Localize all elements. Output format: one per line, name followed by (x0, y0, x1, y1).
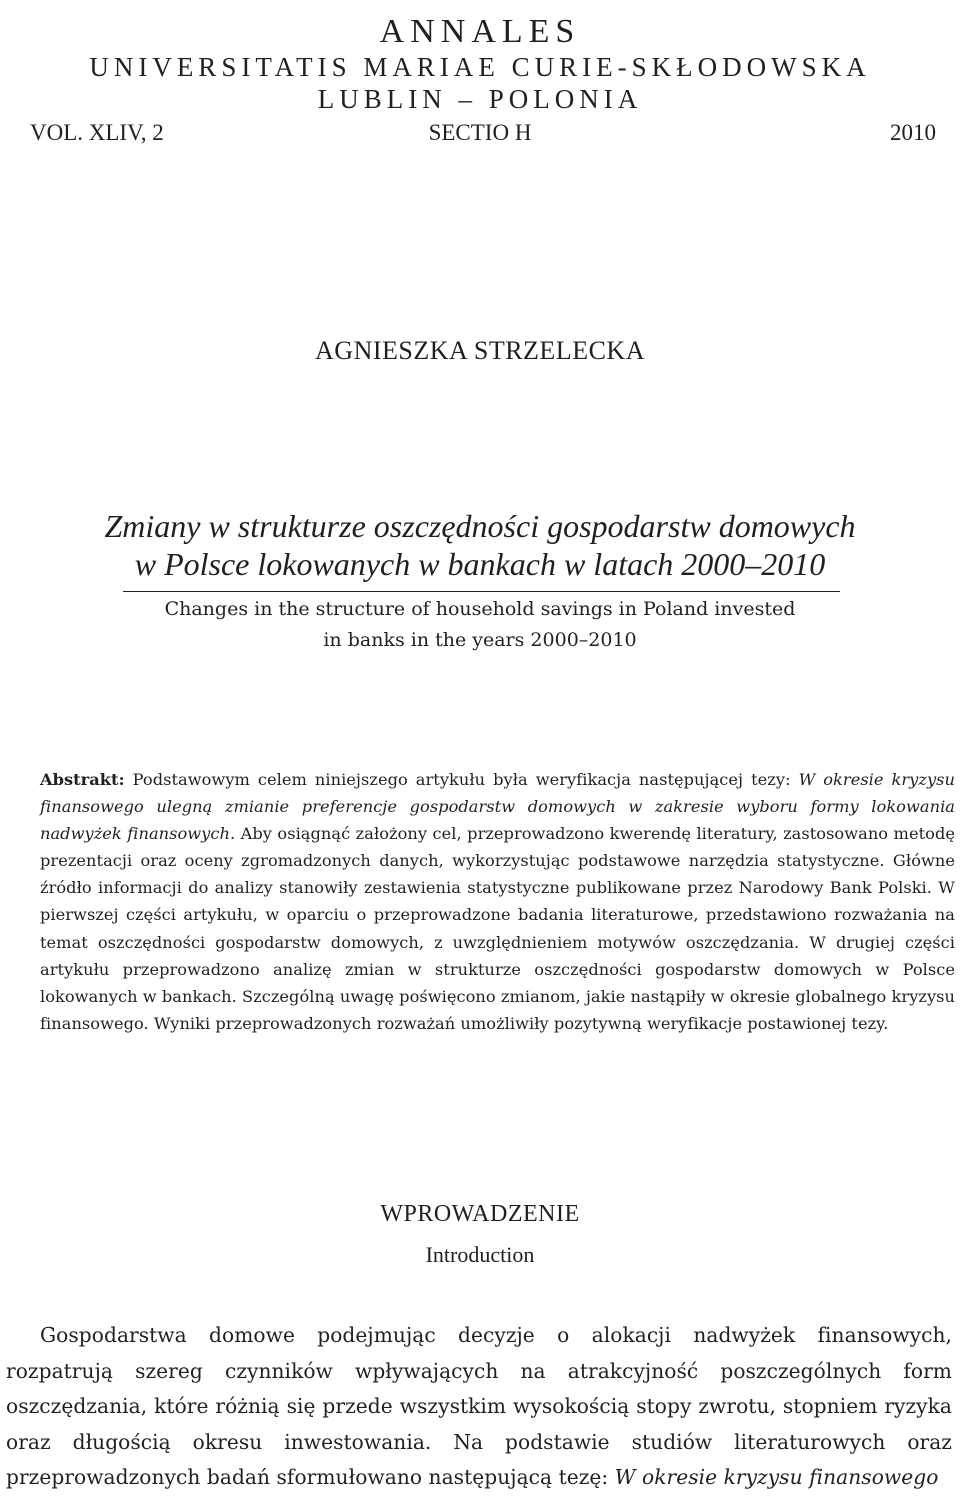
abstract-body: Aby osiągnąć założony cel, przeprowadzono kwerendę literatury, zastosowano metodę prezentacji oraz oceny zgromadzonych danych, wykorzystując podstawowe narzędzia statystyczne. Główne źródło informacji do analizy stanowiły zestawienia statystyczne publikowane przez Narodowy Bank Polski. W pierwszej części artykułu, w oparciu o przeprowadzone badania literaturowe, przedstawiono rozważania na temat oszczędności gospodarstw domowych, z uwzględnieniem motywów oszczędzania. W drugiej części artykułu przeprowadzono analizę zmian w strukturze oszczędności gospodarstw domowych w Polsce lokowanych w bankach. Szczególną uwagę poświęcono zmianom, jakie nastąpiły w okresie globalnego kryzysu finansowego. Wyniki przeprowadzonych rozważań umożliwiły pozytywną weryfikacje postawionej tezy. (40, 824, 955, 1033)
abstract-paragraph (40, 766, 955, 1037)
body-paragraph (6, 1318, 952, 1496)
journal-subtitle: UNIVERSITATIS MARIAE CURIE-SKŁODOWSKA (89, 52, 871, 82)
author-name: AGNIESZKA STRZELECKA (315, 336, 645, 365)
journal-location: LUBLIN – POLONIA (317, 84, 643, 114)
abstract-thesis: W okresie kryzysu finansowego ulegną zmianie preferencje gospodarstw domowych w zakresie wyboru formy lokowania nadwyżek finansowych. (40, 770, 955, 844)
title-divider (123, 591, 840, 592)
title-pl-line-1: Zmiany w strukturze oszczędności gospodarstw domowych (104, 508, 856, 544)
volume-number: VOL. XLIV, 2 (30, 120, 164, 145)
title-pl-line-2: w Polsce lokowanych w bankach w latach 2000–2010 (134, 546, 826, 582)
abstract-intro: Podstawowym celem niniejszego artykułu była weryfikacja następującej tezy: (132, 770, 791, 789)
section-subheading: Introduction (425, 1242, 535, 1267)
body-paragraph-thesis: W okresie kryzysu finansowego (614, 1465, 939, 1490)
article-title-polish (0, 507, 960, 583)
body-paragraph-text: Gospodarstwa domowe podejmując decyzje o alokacji nadwyżek finansowych, rozpatrują szereg czynników wpływających na atrakcyjność poszczególnych form oszczędzania, które różnią się przede wszystkim wysokością stopy zwrotu, stopniem ryzyka oraz długością okresu inwestowania. Na podstawie studiów literaturowych oraz przeprowadzonych badań sformułowano następującą tezę: (6, 1323, 952, 1490)
title-en-line-1: Changes in the structure of household savings in Poland invested (164, 598, 796, 620)
journal-title: ANNALES (379, 13, 581, 50)
section-heading: WPROWADZENIE (380, 1201, 580, 1227)
title-en-line-2: in banks in the years 2000–2010 (323, 629, 637, 651)
publication-year: 2010 (890, 120, 936, 145)
section-label: SECTIO H (428, 120, 532, 145)
article-title-english (0, 594, 960, 656)
abstract-label: Abstrakt: (40, 770, 125, 789)
